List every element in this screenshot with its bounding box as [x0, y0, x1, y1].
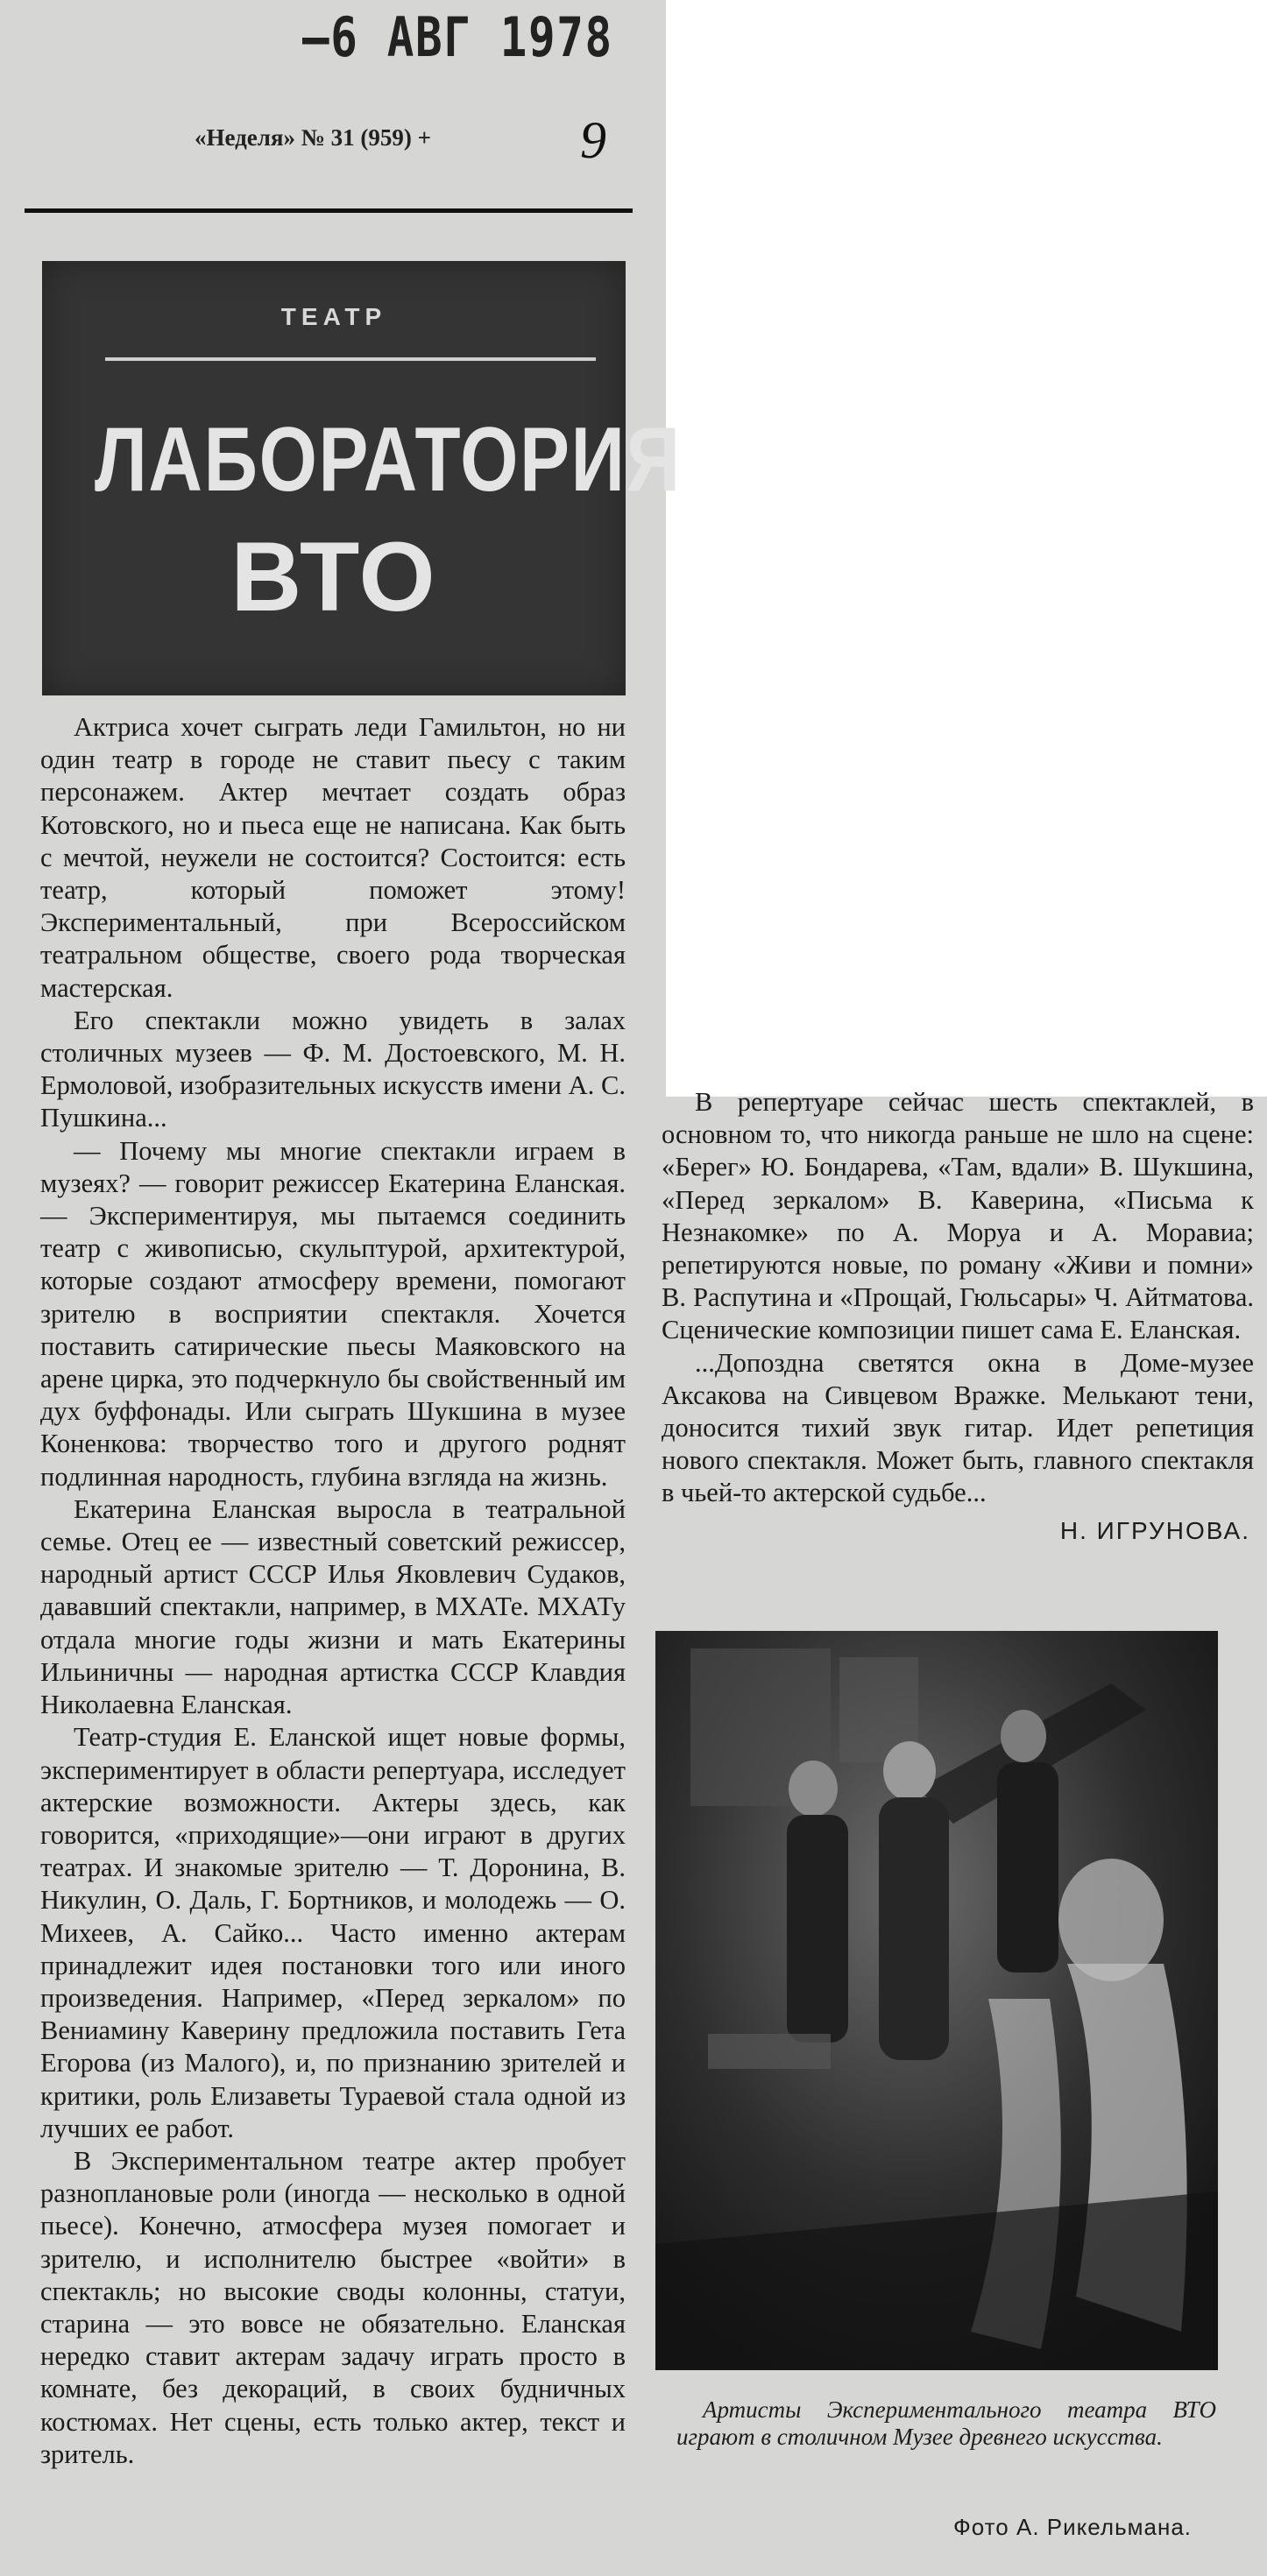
article-column-right	[662, 1086, 1254, 1612]
top-rule	[25, 208, 633, 213]
article-paragraph: Екатерина Еланская выросла в театральной семье. Отец ее — известный советский режиссер, народный артист СССР Илья Яковлевич Судаков, дававший спектакли, например, в МХАТе. МХАТу отдала многие годы жизни и мать Екатерины Ильиничны — народная артистка СССР Клавдия Николаевна Еланская.	[40, 1493, 626, 1720]
article-paragraph: — Почему мы многие спектакли играем в музеях? — говорит режиссер Екатерина Еланская.— Экспериментируя, мы пытаемся соединить театр с живописью, скульптурой, архитектурой, которые создают атмосферу времени, помогают зрителю в восприятии спектакля. Хочется поставить сатирические пьесы Маяковского на арене цирка, это подчеркнуло бы свойственный им дух буффонады. Или сыграть Шукшина в музее Коненкова: творчество того и другого роднят подлинная народность, глубина взгляда на жизнь.	[40, 1135, 626, 1492]
article-paragraph: ...Допоздна светятся окна в Доме-музее Аксакова на Сивцевом Вражке. Мелькают тени, доносится тихий звук гитар. Идет репетиция нового спектакля. Может быть, главного спектакля в чьей-то актерской судьбе...	[662, 1347, 1254, 1508]
date-stamp: –6 АВГ 1978	[302, 5, 613, 69]
rubric-divider	[105, 357, 596, 361]
headline-line-1: ЛАБОРАТОРИЯ	[94, 409, 682, 511]
rubric-label: ТЕАТР	[280, 303, 387, 330]
photo-caption: Артисты Экспериментального театра ВТО играют в столичном Музее древнего искусства.	[676, 2396, 1216, 2450]
article-paragraph: В репертуаре сейчас шесть спектаклей, в основном то, что никогда раньше не шло на сцене: «Берег» Ю. Бондарева, «Там, вдали» В. Шукшина, «Перед зеркалом» В. Каверина, «Письма к Незнакомке» по А. Моруа и А. Моравиа; репетируются новые, по роману «Живи и помни» В. Распутина и «Прощай, Гюльсары» Ч. Айтматова. Сценические композиции пишет сама Е. Еланская.	[662, 1087, 1254, 1345]
photo-image	[655, 1631, 1218, 2370]
author-signature: Н. ИГРУНОВА.	[1059, 1516, 1250, 1544]
page-number: 9	[580, 111, 606, 169]
photo-credit: Фото А. Рикельмана.	[953, 2514, 1192, 2540]
article-column-left	[40, 711, 626, 2559]
masthead: «Неделя» № 31 (959) +	[195, 124, 432, 151]
article-paragraph: В Экспериментальном театре актер пробует разноплановые роли (иногда — несколько в одной пьесе). Конечно, атмосфера музея помогает и зрителю, и исполнителю быстрее «войти» в спектакль; но высокие своды колонны, статуи, старина — это вовсе не обязательно. Еланская нередко ставит актерам задачу играть просто в комнате, без декораций, в своих будничных костюмах. Нет сцены, есть только актер, текст и зритель.	[40, 2145, 626, 2469]
article-paragraph: Театр-студия Е. Еланской ищет новые формы, экспериментирует в области репертуара, исследует актерские возможности. Актеры здесь, как говорится, «приходящие»—они играют в других театрах. И знакомые зрителю — Т. Доронина, В. Никулин, О. Даль, Г. Бортников, и молодежь — О. Михеев, А. Сайко... Часто именно актерам принадлежит идея постановки того или иного произведения. Например, «Перед зеркалом» по Вениамину Каверину предложила поставить Гета Егорова (из Малого), и, по признанию зрителей и критики, роль Елизаветы Тураевой стала одной из лучших ее работ.	[40, 1722, 626, 2143]
headline-block	[42, 261, 682, 695]
article-photo	[655, 1631, 1218, 2370]
headline-line-2: ВТО	[230, 522, 437, 632]
article-paragraph: Актриса хочет сыграть леди Гамильтон, но ни один театр в городе не ставит пьесу с таким персонажем. Актер мечтает создать образ Котовского, но и пьеса еще не написана. Как быть с мечтой, неужели не состоится? Состоится: есть театр, который поможет этому! Экспериментальный, при Всероссийском театральном обществе, своего рода творческая мастерская.	[40, 712, 626, 1003]
article-paragraph: Его спектакли можно увидеть в залах столичных музеев — Ф. М. Достоевского, М. Н. Ермоловой, изобразительных искусств имени А. С. Пушкина...	[40, 1005, 626, 1133]
